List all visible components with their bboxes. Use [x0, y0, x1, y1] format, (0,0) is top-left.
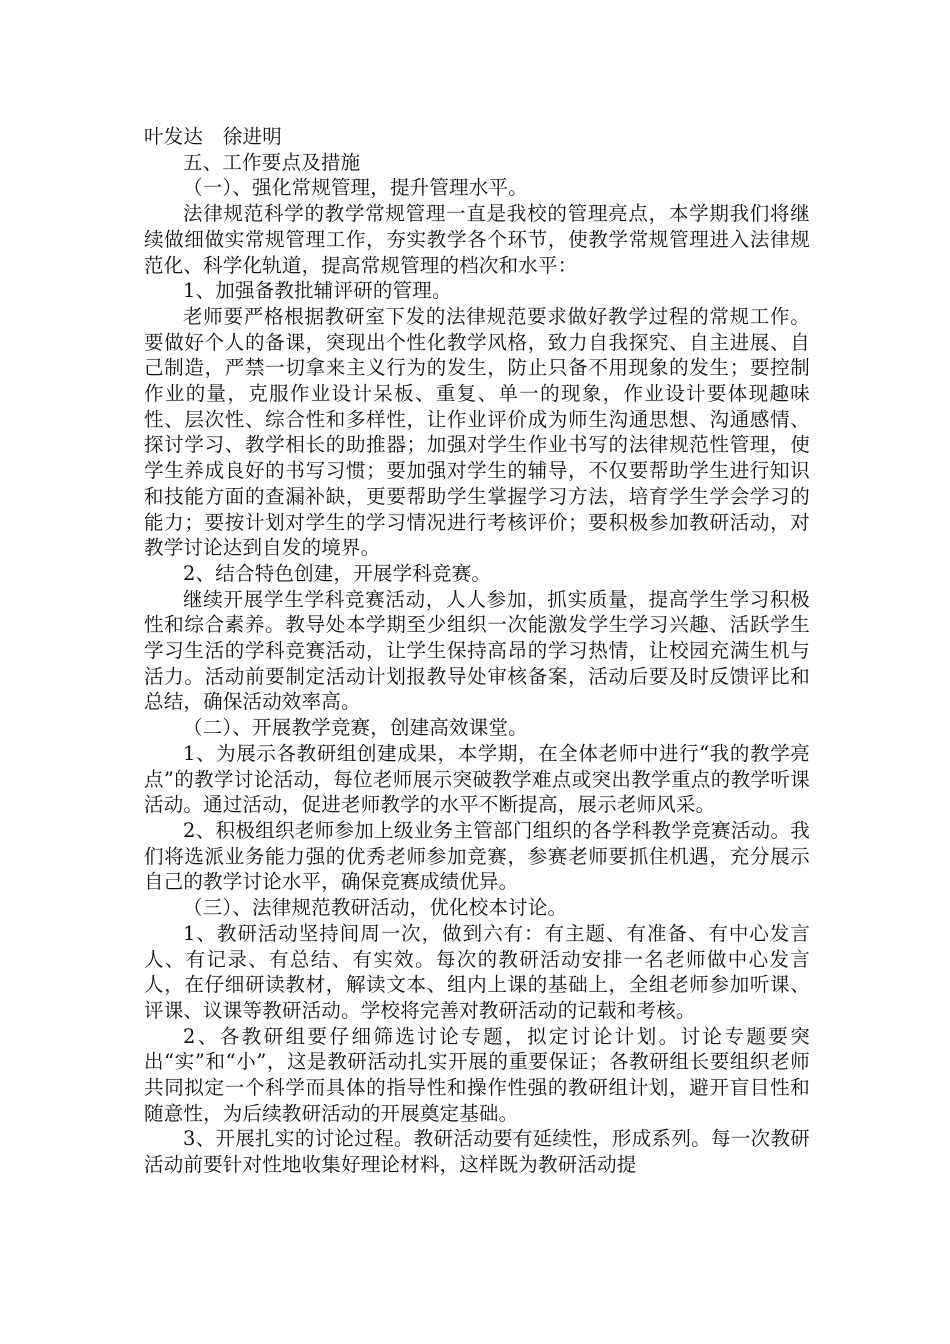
subsection-heading-2: （二）、开展教学竞赛，创建高效课堂。 — [183, 716, 528, 740]
body-paragraph: 法律规范科学的教学常规管理一直是我校的管理亮点，本学期我们将继续做细做实常规管理工作，夯实教学各个环节，使教学常规管理进入法律规范化、科学化轨道，提高常规管理的档次和水平： — [144, 202, 810, 277]
body-paragraph: 1、教研活动坚持间周一次，做到六有：有主题、有准备、有中心发言人、有记录、有总结、有实效。每次的教研活动安排一名老师做中心发言人，在仔细研读教材，解读文本、组内上课的基础上，全组老师参加听课、评课、议课等教研活动。学校将完善对教研活动的记载和考核。 — [144, 921, 810, 1022]
body-paragraph: 2、各教研组要仔细筛选讨论专题，拟定讨论计划。讨论专题要突出“实”和“小”，这是教研活动扎实开展的重要保证；各教研组长要组织老师共同拟定一个科学而具体的指导性和操作性强的教研组计划，避开盲目性和随意性，为后续教研活动的开展奠定基础。 — [144, 1024, 810, 1125]
body-paragraph: 老师要严格根据教研室下发的法律规范要求做好教学过程的常规工作。要做好个人的备课，突现出个性化教学风格，致力自我探究、自主进展、自己制造，严禁一切拿来主义行为的发生，防止只备不用现象的发生；要控制作业的量，克服作业设计呆板、重复、单一的现象，作业设计要体现趣味性、层次性、综合性和多样性，让作业评价成为师生沟通思想、沟通感情、探讨学习、教学相长的助推器；加强对学生作业书写的法律规范性管理，使学生养成良好的书写习惯；要加强对学生的辅导，不仅要帮助学生进行知识和技能方面的查漏补缺，更要帮助学生掌握学习方法，培育学生学会学习的能力；要按计划对学生的学习情况进行考核评价；要积极参加教研活动，对教学讨论达到自发的境界。 — [144, 304, 810, 560]
item-heading: 1、加强备教批辅评研的管理。 — [183, 279, 452, 303]
author-names: 叶发达 徐进明 — [144, 125, 282, 148]
section-heading-work-points: 五、工作要点及措施 — [183, 150, 361, 174]
body-paragraph: 2、积极组织老师参加上级业务主管部门组织的各学科教学竞赛活动。我们将选派业务能力强的优秀老师参加竞赛，参赛老师要抓住机遇，充分展示自己的教学讨论水平，确保竞赛成绩优异。 — [144, 818, 810, 894]
item-heading: 2、结合特色创建，开展学科竞赛。 — [183, 561, 492, 585]
body-paragraph: 1、为展示各教研组创建成果，本学期，在全体老师中进行“我的教学亮点”的教学讨论活动，每位老师展示突破教学难点或突出教学重点的教学听课活动。通过活动，促进老师教学的水平不断提高，展示老师风采。 — [144, 741, 810, 817]
document-page — [144, 124, 810, 1178]
body-paragraph: 3、开展扎实的讨论过程。教研活动要有延续性，形成系列。每一次教研活动前要针对性地收集好理论材料，这样既为教研活动提 — [144, 1127, 810, 1177]
body-paragraph: 继续开展学生学科竞赛活动，人人参加，抓实质量，提高学生学习积极性和综合素养。教导处本学期至少组织一次能激发学生学习兴趣、活跃学生学习生活的学科竞赛活动，让学生保持高昂的学习热情，让校园充满生机与活力。活动前要制定活动计划报教导处审核备案，活动后要及时反馈评比和总结，确保活动效率高。 — [144, 587, 810, 714]
subsection-heading-3: （三）、法律规范教研活动，优化校本讨论。 — [183, 896, 568, 920]
subsection-heading-1: （一）、强化常规管理，提升管理水平。 — [183, 176, 528, 200]
